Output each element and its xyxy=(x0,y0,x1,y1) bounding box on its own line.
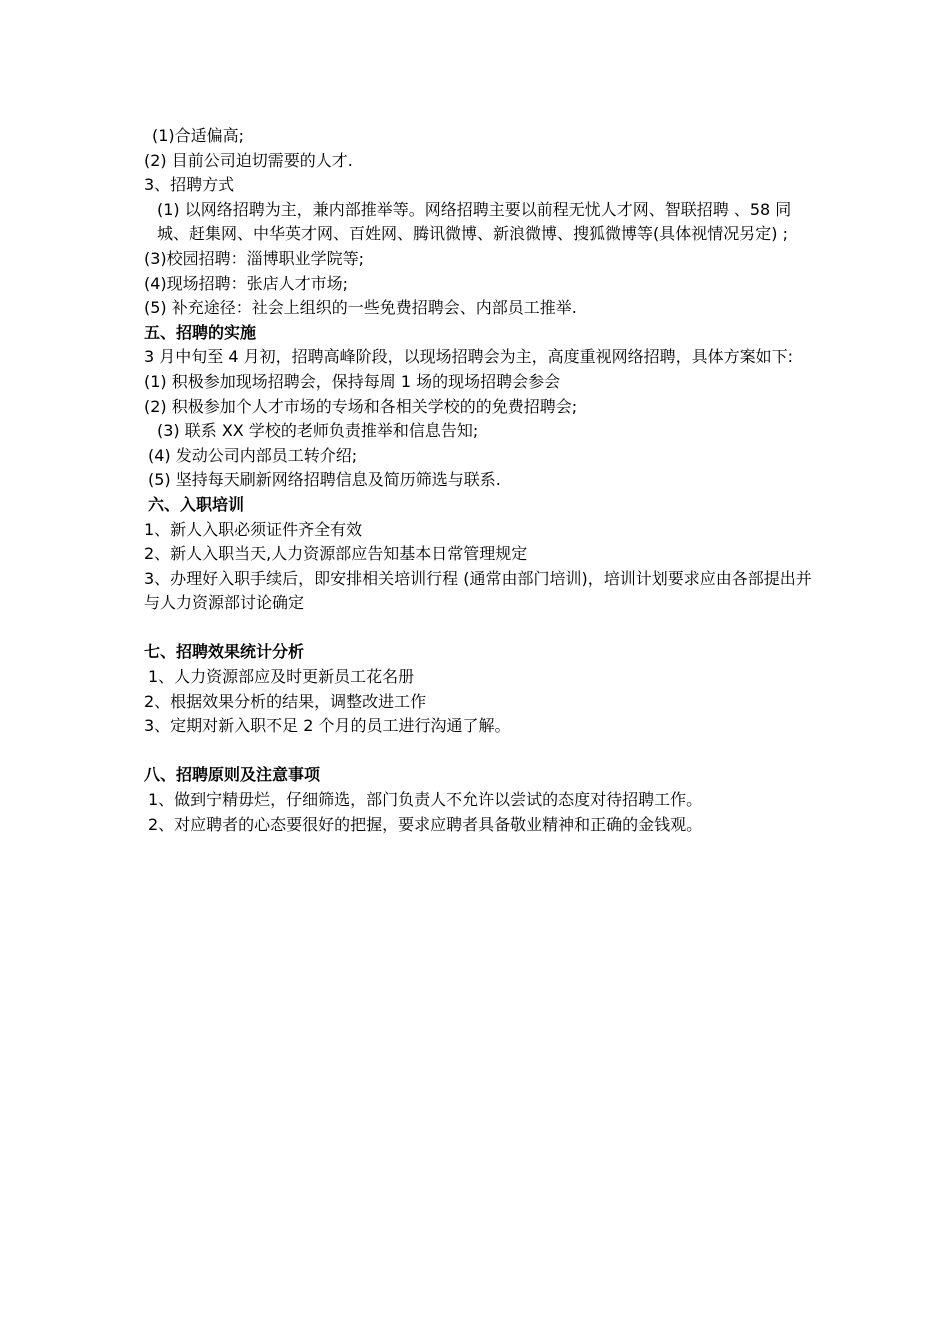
text-line: (1) 积极参加现场招聘会，保持每周 1 场的现场招聘会参会 xyxy=(144,371,561,391)
text-line: (1)合适偏高; xyxy=(152,126,245,145)
text-line: (3) 联系 XX 学校的老师负责推举和信息告知; xyxy=(157,421,479,441)
text-line: 1、人力资源部应及时更新员工花名册 xyxy=(148,667,415,687)
document-body xyxy=(144,124,816,837)
text-paragraph: (1) 以网络招聘为主，兼内部推举等。网络招聘主要以前程无忧人才网、智联招聘 、58 同城、赶集网、中华英才网、百姓网、腾讯微博、新浪微博、搜狐微博等(具体视情况另定) ; xyxy=(157,199,792,244)
text-line: (4) 发动公司内部员工转介绍; xyxy=(148,445,358,465)
text-paragraph: 3、办理好入职手续后，即安排相关培训行程 (通常由部门培训)，培训计划要求应由各部提出并与人力资源部讨论确定 xyxy=(144,568,812,613)
section-heading: 六、入职培训 xyxy=(148,494,245,514)
section-heading: 七、招聘效果统计分析 xyxy=(144,642,305,662)
text-line: 2、新人入职当天,人力资源部应告知基本日常管理规定 xyxy=(144,544,528,564)
blank-line xyxy=(144,739,816,764)
text-line: (2) 目前公司迫切需要的人才. xyxy=(144,150,353,170)
text-line: (5) 补充途径：社会上组织的一些免费招聘会、内部员工推举. xyxy=(144,298,577,318)
text-line: (2) 积极参加个人才市场的专场和各相关学校的的免费招聘会; xyxy=(144,396,578,416)
text-line: 1、做到宁精毋烂，仔细筛选，部门负责人不允许以尝试的态度对待招聘工作。 xyxy=(148,790,703,810)
text-line: 2、对应聘者的心态要很好的把握，要求应聘者具备敬业精神和正确的金钱观。 xyxy=(148,814,703,834)
text-line: (3)校园招聘：淄博职业学院等; xyxy=(144,248,365,268)
text-line: 2、根据效果分析的结果，调整改进工作 xyxy=(144,691,427,711)
section-heading: 八、招聘原则及注意事项 xyxy=(144,765,321,785)
text-line: (4)现场招聘：张店人才市场; xyxy=(144,273,349,293)
text-line: 3、定期对新入职不足 2 个月的员工进行沟通了解。 xyxy=(144,716,511,736)
section-heading: 五、招聘的实施 xyxy=(144,322,257,342)
blank-line xyxy=(144,616,816,641)
text-line: (5) 坚持每天刷新网络招聘信息及简历筛选与联系. xyxy=(148,470,501,490)
text-line: 3、招聘方式 xyxy=(144,175,235,195)
text-paragraph: 3 月中旬至 4 月初，招聘高峰阶段，以现场招聘会为主，高度重视网络招聘，具体方案如下: xyxy=(144,347,794,367)
text-line: 1、新人入职必须证件齐全有效 xyxy=(144,519,363,539)
